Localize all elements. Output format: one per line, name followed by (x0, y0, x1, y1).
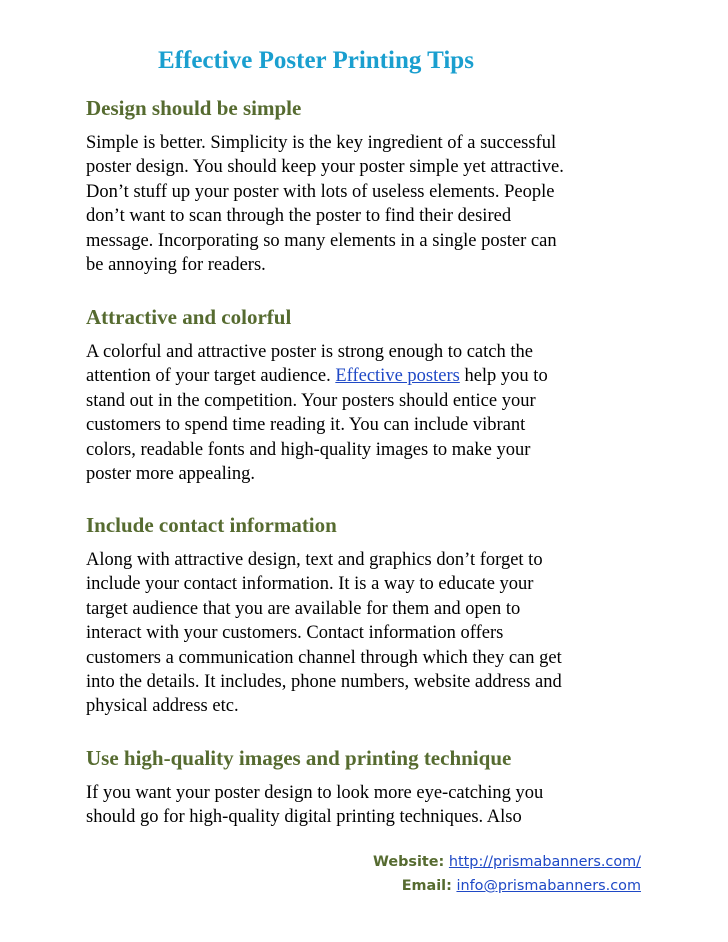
body-line: customers to spend time reading it. You can include vibrant (86, 415, 526, 436)
body-line: A colorful and attractive poster is strong enough to catch the (86, 342, 533, 362)
website-label: Website: (373, 854, 445, 870)
section-heading: Include contact information (86, 513, 337, 537)
body-line: include your contact information. It is a way to educate your (86, 574, 534, 595)
body-line: stand out in the competition. Your posters should entice your (86, 390, 536, 411)
section-body (86, 781, 666, 830)
body-line (86, 364, 666, 388)
body-line: into the details. It includes, phone numbers, website address and (86, 672, 562, 693)
email-label: Email: (401, 878, 452, 894)
effective-posters-link[interactable]: Effective posters (335, 366, 460, 387)
section-contact-info (86, 512, 666, 719)
body-line: poster design. You should keep your poster simple yet attractive. (86, 157, 564, 178)
section-body (86, 548, 666, 719)
body-text: help you to (464, 366, 548, 387)
body-line: If you want your poster design to look more eye-catching you (86, 783, 544, 803)
section-body (86, 131, 666, 277)
body-line: message. Incorporating so many elements in a single poster can (86, 230, 557, 251)
email-link[interactable]: info@prismabanners.com (456, 878, 641, 894)
body-line: should go for high-quality digital printing techniques. Also (86, 807, 522, 828)
body-line: be annoying for readers. (86, 255, 266, 276)
body-line: colors, readable fonts and high-quality images to make your (86, 439, 531, 460)
website-link[interactable]: http://prismabanners.com/ (448, 854, 641, 870)
body-line: poster more appealing. (86, 464, 256, 485)
section-design-simple (86, 95, 666, 277)
section-heading: Design should be simple (86, 96, 302, 120)
section-attractive-colorful (86, 304, 666, 486)
body-text: attention of your target audience. (86, 366, 331, 387)
footer-email (241, 876, 641, 896)
body-line: don’t want to scan through the poster to find their desired (86, 206, 512, 227)
body-line: physical address etc. (86, 696, 239, 717)
body-line: interact with your customers. Contact information offers (86, 623, 504, 644)
section-heading: Use high-quality images and printing technique (86, 746, 512, 770)
body-line: Don’t stuff up your poster with lots of useless elements. People (86, 181, 555, 202)
section-body (86, 340, 666, 486)
body-line: target audience that you are available for them and open to (86, 598, 521, 619)
section-high-quality (86, 745, 666, 830)
body-line: Along with attractive design, text and graphics don’t forget to (86, 550, 543, 570)
page-title: Effective Poster Printing Tips (158, 47, 474, 74)
body-line: Simple is better. Simplicity is the key ingredient of a successful (86, 133, 557, 153)
section-heading: Attractive and colorful (86, 305, 292, 329)
footer-website (241, 852, 641, 872)
body-line: customers a communication channel through which they can get (86, 647, 562, 668)
